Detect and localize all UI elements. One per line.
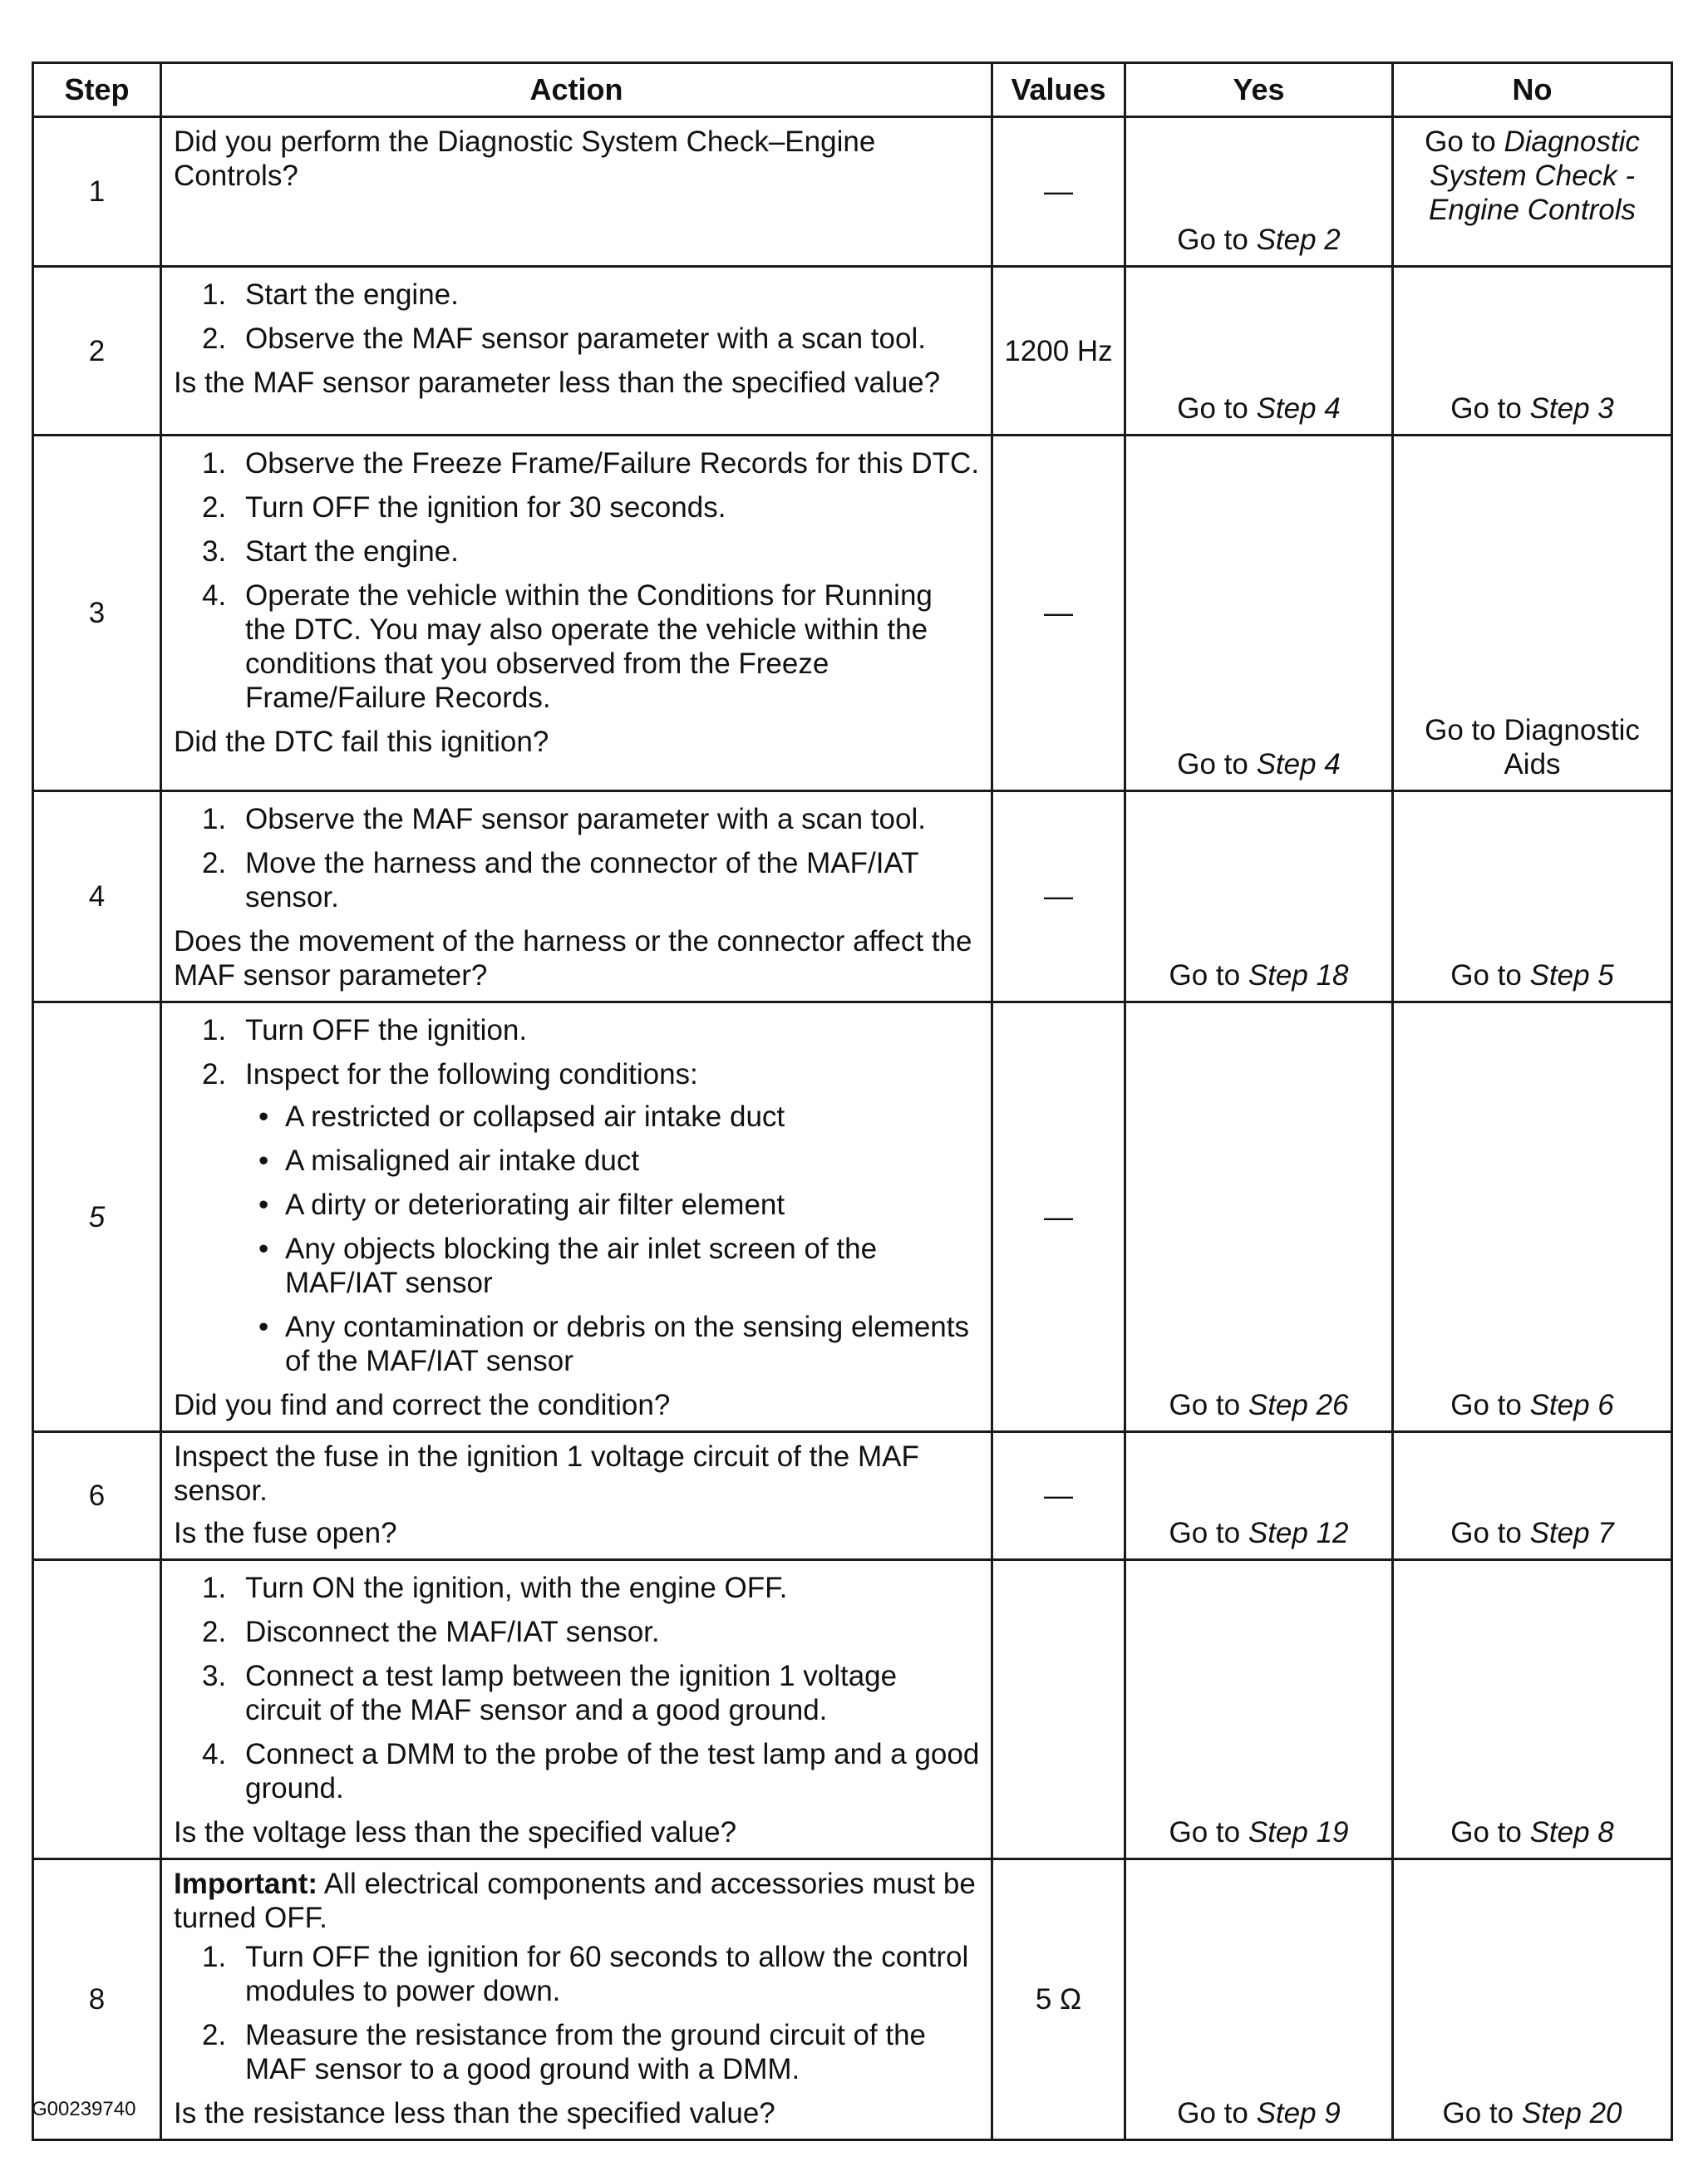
step-cell [33, 1560, 161, 1859]
step-number: 2 [88, 334, 106, 367]
step-cell [33, 791, 161, 1002]
yes-step-ref: Step 19 [1248, 1816, 1349, 1849]
header-row [33, 63, 1672, 117]
yes-cell [1125, 117, 1393, 267]
action-cell [161, 1859, 992, 2140]
action-step: 2. Measure the resistance from the ground circuit of the MAF sensor to a good ground with a DMM. [202, 2019, 927, 2085]
no-cell [1393, 1859, 1672, 2140]
no-diagnostic-aids: Go to Diagnostic Aids [1425, 714, 1640, 780]
yes-step-ref: Step 12 [1248, 1517, 1349, 1549]
yes-prefix: Go to [1169, 1816, 1241, 1849]
yes-prefix: Go to [1177, 2097, 1248, 2129]
table-row [33, 1859, 1672, 2140]
no-cell [1393, 436, 1672, 791]
action-question: Is the resistance less than the specified value? [174, 2097, 775, 2129]
step-cell [33, 436, 161, 791]
step-cell [33, 1002, 161, 1432]
action-step: 2. Disconnect the MAF/IAT sensor. [202, 1616, 660, 1648]
yes-step-ref: Step 9 [1256, 2097, 1341, 2129]
yes-cell [1125, 1859, 1393, 2140]
yes-step-ref: Step 4 [1256, 748, 1341, 780]
header-step: Step [33, 63, 161, 117]
step-number: 1 [88, 175, 106, 208]
yes-step-ref: Step 18 [1248, 959, 1349, 992]
table-row [33, 436, 1672, 791]
action-step: 1. Turn ON the ignition, with the engine OFF. [202, 1572, 788, 1604]
yes-cell [1125, 1002, 1393, 1432]
header-action: Action [161, 63, 992, 117]
action-step-list [174, 1013, 981, 1378]
no-cell [1393, 267, 1672, 436]
action-question: Did the DTC fail this ignition? [174, 726, 549, 758]
important-text: All electrical components and accessories must be turned OFF. [174, 1868, 976, 1934]
action-cell [161, 1560, 992, 1859]
yes-cell [1125, 791, 1393, 1002]
action-cell [161, 1002, 992, 1432]
no-step-ref: Step 3 [1529, 392, 1614, 425]
values-cell: 5 Ω [992, 1859, 1125, 2140]
action-cell [161, 117, 992, 267]
action-text: Inspect the fuse in the ignition 1 voltage circuit of the MAF sensor. [174, 1440, 919, 1507]
action-step: 1. Observe the MAF sensor parameter with a scan tool. [202, 803, 926, 835]
action-step: 3. Connect a test lamp between the ignition 1 voltage circuit of the MAF sensor and a good ground. [202, 1660, 898, 1726]
action-question: Is the voltage less than the specified value? [174, 1816, 737, 1849]
action-question: Did you perform the Diagnostic System Check–Engine Controls? [174, 126, 876, 192]
yes-step-ref: Step 26 [1248, 1389, 1349, 1421]
diagnostic-table-container [32, 62, 1671, 2141]
yes-cell [1125, 267, 1393, 436]
action-question: Is the MAF sensor parameter less than the specified value? [174, 367, 941, 399]
yes-prefix: Go to [1169, 1517, 1241, 1549]
header-yes: Yes [1125, 63, 1393, 117]
step-number: 4 [88, 880, 106, 913]
action-step-list [174, 1571, 981, 1805]
diagnostic-table [32, 62, 1673, 2141]
no-step-ref: Step 7 [1529, 1517, 1614, 1549]
no-cell [1393, 1560, 1672, 1859]
yes-prefix: Go to [1169, 959, 1241, 992]
no-prefix: Go to [1425, 126, 1496, 158]
action-step: 2. Observe the MAF sensor parameter with a scan tool. [202, 322, 926, 355]
no-step-ref: Step 6 [1529, 1389, 1614, 1421]
action-step: 2. Turn OFF the ignition for 30 seconds. [202, 491, 726, 524]
condition-item: • A misaligned air intake duct [258, 1145, 640, 1177]
table-row [33, 1432, 1672, 1560]
values-cell: — [992, 117, 1125, 267]
yes-step-ref: Step 4 [1256, 392, 1341, 425]
figure-id-caption: G00239740 [32, 2098, 136, 2120]
action-step: 4. Connect a DMM to the probe of the test lamp and a good ground. [202, 1738, 980, 1804]
table-row [33, 1560, 1672, 1859]
yes-prefix: Go to [1177, 224, 1248, 256]
step-cell [33, 267, 161, 436]
yes-prefix: Go to [1177, 392, 1248, 425]
no-step-ref: Step 5 [1529, 959, 1614, 992]
no-cell [1393, 1002, 1672, 1432]
step-number: 5 [88, 1200, 106, 1233]
no-step-ref: Step 8 [1529, 1816, 1614, 1849]
values-cell [992, 1560, 1125, 1859]
no-cell [1393, 791, 1672, 1002]
values-cell: — [992, 791, 1125, 1002]
values-cell: 1200 Hz [992, 267, 1125, 436]
no-prefix: Go to [1442, 2097, 1514, 2129]
no-cell [1393, 117, 1672, 267]
step-number: 3 [88, 597, 106, 629]
header-values: Values [992, 63, 1125, 117]
no-prefix: Go to [1450, 392, 1522, 425]
action-step-list [174, 1940, 981, 2086]
yes-step-ref: Step 2 [1256, 224, 1341, 256]
yes-cell [1125, 436, 1393, 791]
no-prefix: Go to [1450, 959, 1522, 992]
condition-list [245, 1100, 981, 1378]
table-row [33, 267, 1672, 436]
values-cell: — [992, 1002, 1125, 1432]
important-note [174, 1867, 981, 1935]
table-row [33, 791, 1672, 1002]
yes-cell [1125, 1560, 1393, 1859]
step-cell [33, 117, 161, 267]
no-prefix: Go to [1450, 1816, 1522, 1849]
action-question: Did you find and correct the condition? [174, 1389, 671, 1421]
action-step-list [174, 446, 981, 715]
no-step-ref: Diagnostic System Check - Engine Controls [1428, 126, 1640, 226]
action-cell [161, 436, 992, 791]
step-number: 6 [88, 1479, 106, 1512]
action-step: 2. Inspect for the following conditions: • A restricted or collapsed air intake duct • A misaligned air intake duct • A dirty or deteriorating air filter element • Any objects blocking the air inlet screen of the MAF/IAT sensor • Any contamination or debris on the sensing elements of the MAF/IAT sensor [174, 1057, 981, 1378]
table-row [33, 1002, 1672, 1432]
action-step: 1. Turn OFF the ignition. [202, 1014, 528, 1046]
action-step-list [174, 802, 981, 914]
no-cell [1393, 1432, 1672, 1560]
action-step: 2. Move the harness and the connector of the MAF/IAT sensor. [202, 847, 918, 913]
action-step: 1. Observe the Freeze Frame/Failure Records for this DTC. [202, 447, 980, 480]
action-step: 1. Turn OFF the ignition for 60 seconds to allow the control modules to power down. [202, 1941, 969, 2007]
values-cell: — [992, 1432, 1125, 1560]
yes-prefix: Go to [1169, 1389, 1241, 1421]
condition-item: • Any contamination or debris on the sensing elements of the MAF/IAT sensor [258, 1311, 969, 1377]
action-question: Is the fuse open? [174, 1517, 397, 1549]
important-label: Important: [174, 1868, 318, 1900]
no-prefix: Go to [1450, 1517, 1522, 1549]
action-cell [161, 267, 992, 436]
values-cell: — [992, 436, 1125, 791]
yes-cell [1125, 1432, 1393, 1560]
yes-prefix: Go to [1177, 748, 1248, 780]
action-question: Does the movement of the harness or the connector affect the MAF sensor parameter? [174, 925, 972, 992]
step-cell [33, 1432, 161, 1560]
action-cell [161, 1432, 992, 1560]
action-step-list [174, 278, 981, 356]
table-row [33, 117, 1672, 267]
action-step: 3. Start the engine. [202, 535, 459, 568]
action-step: 4. Operate the vehicle within the Conditions for Running the DTC. You may also operate the vehicle within the conditions that you observed from the Freeze Frame/Failure Records. [202, 579, 933, 714]
step-number: 8 [88, 1983, 106, 2016]
condition-item: • A dirty or deteriorating air filter element [258, 1189, 785, 1221]
action-cell [161, 791, 992, 1002]
condition-item: • A restricted or collapsed air intake duct [258, 1100, 785, 1133]
action-step: 1. Start the engine. [202, 278, 459, 311]
no-step-ref: Step 20 [1521, 2097, 1622, 2129]
header-no: No [1393, 63, 1672, 117]
no-prefix: Go to [1450, 1389, 1522, 1421]
condition-item: • Any objects blocking the air inlet screen of the MAF/IAT sensor [258, 1233, 878, 1299]
